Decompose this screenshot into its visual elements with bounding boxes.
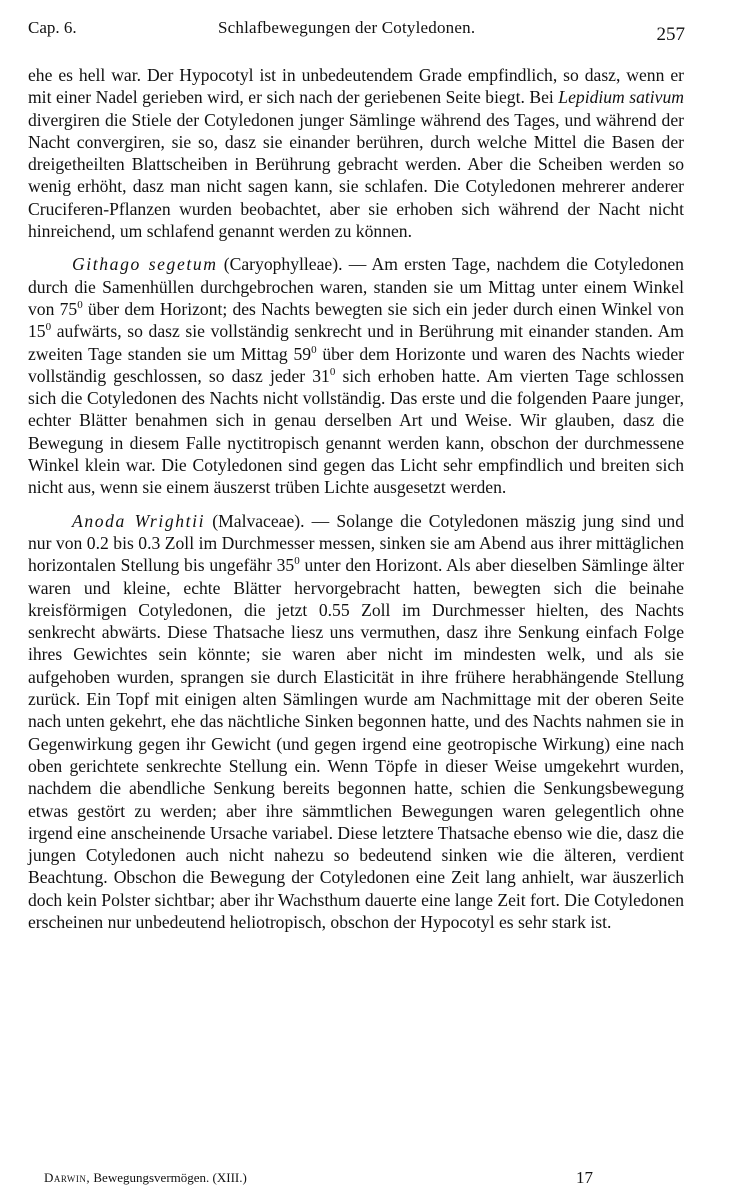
paragraph-text: unter den Horizont. Als aber dieselben Sämlinge älter waren und kleine, echte Blätter hervorgebracht hatten, bewegten sich die beinahe kreisförmigen Cotyledonen, die jetzt 0.55 Zoll im Durchmesser hielten, des Nachts senkrecht abwärts. Diese Thatsache liesz uns vermuthen, dasz ihre Senkung einfach Folge ihres Gewichtes sein könnte; sie waren aber nicht im mindesten welk, und als sie aufgehoben wurden, sprangen sie durch Elasticität in ihre frühere herabhängende Stellung zurück. Ein Topf mit einigen alten Sämlingen wurde am Nachmittage mit der oberen Seite nach unten gekehrt, ehe das nächtliche Sinken begonnen hatte, und des Nachts nahmen sie in Gegenwirkung gegen ihr Gewicht (und gegen irgend eine geotropische Wirkung) eine nach oben gerichtete senkrechte Stellung ein. Wenn Töpfe in dieser Weise umgekehrt wurden, nachdem die abendliche Senkung bereits begonnen hatte, schien die Senkungsbewegung etwas gestört zu werden; aber ihre sämmtlichen Bewegungen waren gelegentlich ohne irgend eine anscheinende Ursache variabel. Diese letztere Thatsache ebenso wie die, dasz die jungen Cotyledonen auch nicht nahezu so bedeutend sinken wie die älteren, verdient Beachtung. Obschon die Bewegung der Cotyledonen eine Zeit lang anhielt, war äuszerlich doch kein Polster sichtbar; aber ihr Wachsthum dauerte eine lange Zeit fort. Die Cotyledonen erscheinen nur unbedeutend heliotropisch, obschon der Hypocotyl es sehr stark ist.: [28, 555, 685, 932]
paragraph-anoda: [28, 510, 684, 934]
signature-mark: 17: [576, 1168, 593, 1187]
body-text: [28, 64, 684, 933]
paragraph-text: (Malvaceae). — Solange die Cotyledonen mäszig jung sind und nur von 0.2 bis 0.3 Zoll im Durchmesser messen, sinken sie am Abend aus ihrer mittäglichen horizontalen Stellung bis ungefähr 35: [28, 510, 684, 576]
paragraph-text: über dem Horizont; des Nachts bewegten sie sich ein jeder durch einen Winkel von 15: [28, 298, 684, 342]
footer-work-title: Bewegungsvermögen. (XIII.): [90, 1170, 247, 1185]
species-name-githago: Githago segetum: [72, 254, 218, 275]
running-title: Schlafbewegungen der Cotyledonen.: [218, 18, 476, 37]
species-name-lepidium: Lepidium sativum: [558, 87, 684, 108]
chapter-label: Cap. 6.: [28, 18, 77, 37]
paragraph-text: aufwärts, so dasz sie vollständig senkrecht und in Berührung mit einander standen. Am zweiten Tage standen sie um Mittag 59: [28, 321, 684, 364]
degree-sign: 0: [45, 321, 52, 334]
paragraph-lepidium: [28, 64, 684, 242]
paragraph-githago: [28, 253, 684, 498]
page-footer: [44, 1170, 685, 1186]
paragraph-text: über dem Horizonte und waren des Nachts wieder vollständig geschlossen, so dasz jeder 31: [28, 343, 684, 386]
paragraph-text: (Caryophylleae). — Am ersten Tage, nachdem die Cotyledonen durch die Samenhüllen durchgebrochen waren, standen sie um Mittag unter einem Winkel von 75: [28, 254, 684, 319]
degree-sign: 0: [294, 555, 300, 568]
paragraph-text: sich erhoben hatte. Am vierten Tage schlossen sich die Cotyledonen des Nachts nicht vollständig. Das erste und die folgenden Paare junger, echter Blätter benahmen sich in genau derselben Art und Weise. Wir glauben, dasz die Bewegung in diesem Falle nyctitropisch genannt werden kann, obschon der durchmessene Winkel klein war. Die Cotyledonen sind gegen das Licht sehr empfindlich und breiten sich nicht aus, wenn sie einem äuszerst trüben Lichte ausgesetzt werden.: [28, 365, 685, 498]
page-number: 257: [656, 24, 685, 45]
degree-sign: 0: [329, 366, 336, 378]
degree-sign: 0: [77, 299, 83, 312]
page-header: [28, 18, 685, 46]
degree-sign: 0: [311, 343, 317, 356]
paragraph-text: divergiren die Stiele der Cotyledonen junger Sämlinge während des Tages, und während der Nacht convergiren, sie so, dasz sie einander berühren, durch welche Mittel die Basen der dreigetheilten Blattscheiben in Berührung gebracht werden. Aber die Scheiben werden so wenig erhöht, dasz man nicht sagen kann, sie schlafen. Die Cotyledonen mehrerer anderer Cruciferen-Pflanzen wurden beobachtet, aber sie erhoben sich während der Nacht nicht hinreichend, um schlafend genannt werden zu können.: [28, 109, 684, 242]
paragraph-text: ehe es hell war. Der Hypocotyl ist in unbedeutendem Grade empfindlich, so dasz, wenn er mit einer Nadel gerieben wird, er sich nach der geriebenen Seite biegt. Bei: [28, 65, 684, 108]
species-name-anoda: Anoda Wrightii: [72, 510, 206, 531]
footer-author: Darwin,: [44, 1170, 91, 1185]
